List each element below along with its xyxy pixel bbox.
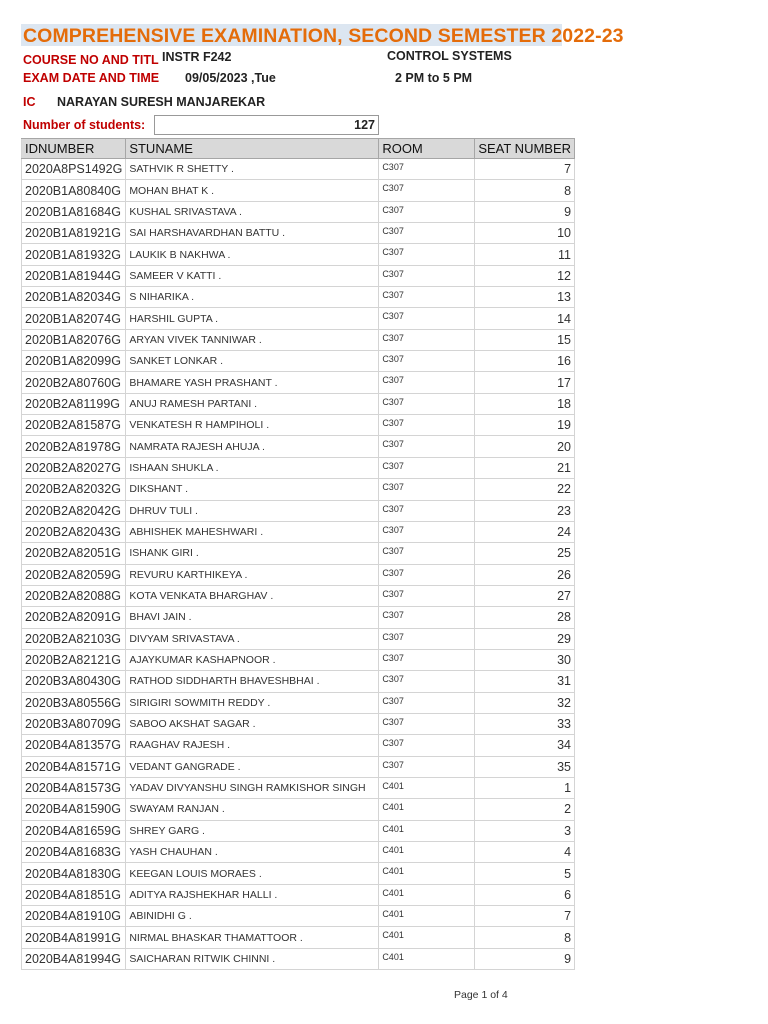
seat-cell: 9: [475, 948, 575, 969]
table-row: [22, 948, 575, 969]
room-cell: C307: [379, 585, 475, 606]
room-cell: C401: [379, 777, 475, 798]
seat-cell: 33: [475, 713, 575, 734]
id-cell: 2020B4A81830G: [22, 863, 126, 884]
name-cell: SABOO AKSHAT SAGAR .: [126, 713, 379, 734]
seat-cell: 35: [475, 756, 575, 777]
id-cell: 2020B2A82088G: [22, 585, 126, 606]
room-cell: C307: [379, 415, 475, 436]
room-cell: C307: [379, 607, 475, 628]
seat-cell: 22: [475, 479, 575, 500]
table-row: [22, 585, 575, 606]
id-cell: 2020B1A82074G: [22, 308, 126, 329]
seat-cell: 15: [475, 329, 575, 350]
table-row: [22, 308, 575, 329]
column-header-seat-number: SEAT NUMBER: [475, 139, 575, 159]
id-cell: 2020B4A81994G: [22, 948, 126, 969]
seat-cell: 34: [475, 735, 575, 756]
students-label: Number of students:: [23, 118, 146, 132]
name-cell: ADITYA RAJSHEKHAR HALLI .: [126, 884, 379, 905]
id-cell: 2020B3A80430G: [22, 671, 126, 692]
name-cell: BHAMARE YASH PRASHANT .: [126, 372, 379, 393]
table-row: [22, 543, 575, 564]
table-row: [22, 713, 575, 734]
room-cell: C307: [379, 244, 475, 265]
seat-cell: 21: [475, 457, 575, 478]
name-cell: DIKSHANT .: [126, 479, 379, 500]
name-cell: SATHVIK R SHETTY .: [126, 159, 379, 180]
name-cell: LAUKIK B NAKHWA .: [126, 244, 379, 265]
room-cell: C401: [379, 863, 475, 884]
table-row: [22, 820, 575, 841]
id-cell: 2020B2A82051G: [22, 543, 126, 564]
seat-cell: 27: [475, 585, 575, 606]
seat-cell: 16: [475, 351, 575, 372]
id-cell: 2020B2A81978G: [22, 436, 126, 457]
id-cell: 2020B4A81851G: [22, 884, 126, 905]
id-cell: 2020B4A81590G: [22, 799, 126, 820]
room-cell: C307: [379, 457, 475, 478]
table-header-row: [22, 139, 575, 159]
room-cell: C401: [379, 820, 475, 841]
room-cell: C307: [379, 159, 475, 180]
name-cell: NIRMAL BHASKAR THAMATTOOR .: [126, 927, 379, 948]
room-cell: C307: [379, 372, 475, 393]
id-cell: 2020B2A82042G: [22, 500, 126, 521]
name-cell: ANUJ RAMESH PARTANI .: [126, 393, 379, 414]
id-cell: 2020B4A81910G: [22, 906, 126, 927]
room-cell: C307: [379, 500, 475, 521]
name-cell: VEDANT GANGRADE .: [126, 756, 379, 777]
seat-cell: 20: [475, 436, 575, 457]
seat-cell: 1: [475, 777, 575, 798]
ic-name: NARAYAN SURESH MANJAREKAR: [57, 95, 266, 109]
seat-cell: 18: [475, 393, 575, 414]
name-cell: REVURU KARTHIKEYA .: [126, 564, 379, 585]
id-cell: 2020B2A80760G: [22, 372, 126, 393]
seat-cell: 10: [475, 223, 575, 244]
table-row: [22, 500, 575, 521]
seat-cell: 25: [475, 543, 575, 564]
exam-time: 2 PM to 5 PM: [395, 71, 473, 85]
table-row: [22, 906, 575, 927]
table-row: [22, 863, 575, 884]
seat-cell: 32: [475, 692, 575, 713]
room-cell: C307: [379, 735, 475, 756]
name-cell: SAICHARAN RITWIK CHINNI .: [126, 948, 379, 969]
seat-cell: 31: [475, 671, 575, 692]
room-cell: C307: [379, 308, 475, 329]
name-cell: YADAV DIVYANSHU SINGH RAMKISHOR SINGH: [126, 777, 379, 798]
id-cell: 2020B4A81659G: [22, 820, 126, 841]
room-cell: C401: [379, 948, 475, 969]
name-cell: ARYAN VIVEK TANNIWAR .: [126, 329, 379, 350]
id-cell: 2020B1A82076G: [22, 329, 126, 350]
table-row: [22, 244, 575, 265]
name-cell: RATHOD SIDDHARTH BHAVESHBHAI .: [126, 671, 379, 692]
table-row: [22, 671, 575, 692]
course-number: INSTR F242: [162, 50, 232, 64]
name-cell: KOTA VENKATA BHARGHAV .: [126, 585, 379, 606]
seating-table: [21, 138, 575, 970]
table-row: [22, 415, 575, 436]
room-cell: C307: [379, 265, 475, 286]
room-cell: C307: [379, 287, 475, 308]
table-row: [22, 159, 575, 180]
seat-cell: 2: [475, 799, 575, 820]
name-cell: SAMEER V KATTI .: [126, 265, 379, 286]
room-cell: C307: [379, 201, 475, 222]
name-cell: DIVYAM SRIVASTAVA .: [126, 628, 379, 649]
seat-cell: 11: [475, 244, 575, 265]
room-cell: C401: [379, 927, 475, 948]
name-cell: HARSHIL GUPTA .: [126, 308, 379, 329]
room-cell: C307: [379, 436, 475, 457]
table-row: [22, 521, 575, 542]
id-cell: 2020B2A82091G: [22, 607, 126, 628]
room-cell: C307: [379, 521, 475, 542]
name-cell: KUSHAL SRIVASTAVA .: [126, 201, 379, 222]
table-row: [22, 564, 575, 585]
name-cell: SHREY GARG .: [126, 820, 379, 841]
room-cell: C307: [379, 671, 475, 692]
seat-cell: 13: [475, 287, 575, 308]
name-cell: SAI HARSHAVARDHAN BATTU .: [126, 223, 379, 244]
room-cell: C307: [379, 329, 475, 350]
room-cell: C307: [379, 479, 475, 500]
id-cell: 2020B2A82059G: [22, 564, 126, 585]
name-cell: SWAYAM RANJAN .: [126, 799, 379, 820]
table-row: [22, 329, 575, 350]
id-cell: 2020B2A82103G: [22, 628, 126, 649]
room-cell: C307: [379, 649, 475, 670]
name-cell: KEEGAN LOUIS MORAES .: [126, 863, 379, 884]
table-row: [22, 287, 575, 308]
id-cell: 2020B1A81932G: [22, 244, 126, 265]
seat-cell: 29: [475, 628, 575, 649]
seat-cell: 24: [475, 521, 575, 542]
exam-date: 09/05/2023 ,Tue: [185, 71, 276, 85]
seat-cell: 19: [475, 415, 575, 436]
seat-cell: 4: [475, 842, 575, 863]
table-row: [22, 927, 575, 948]
table-row: [22, 884, 575, 905]
name-cell: BHAVI JAIN .: [126, 607, 379, 628]
table-row: [22, 351, 575, 372]
seat-cell: 7: [475, 906, 575, 927]
room-cell: C307: [379, 756, 475, 777]
page-title: COMPREHENSIVE EXAMINATION, SECOND SEMESTER 2022-23: [23, 25, 624, 47]
course-label: COURSE NO AND TITL: [23, 53, 159, 67]
room-cell: C401: [379, 842, 475, 863]
table-row: [22, 756, 575, 777]
seat-cell: 12: [475, 265, 575, 286]
seat-cell: 7: [475, 159, 575, 180]
room-cell: C307: [379, 564, 475, 585]
room-cell: C307: [379, 713, 475, 734]
id-cell: 2020A8PS1492G: [22, 159, 126, 180]
id-cell: 2020B2A82032G: [22, 479, 126, 500]
table-row: [22, 628, 575, 649]
id-cell: 2020B4A81991G: [22, 927, 126, 948]
room-cell: C307: [379, 180, 475, 201]
seat-cell: 23: [475, 500, 575, 521]
id-cell: 2020B2A82121G: [22, 649, 126, 670]
id-cell: 2020B1A82099G: [22, 351, 126, 372]
seat-cell: 28: [475, 607, 575, 628]
seat-cell: 6: [475, 884, 575, 905]
table-row: [22, 436, 575, 457]
column-header-idnumber: IDNUMBER: [22, 139, 126, 159]
table-row: [22, 201, 575, 222]
seat-cell: 9: [475, 201, 575, 222]
name-cell: MOHAN BHAT K .: [126, 180, 379, 201]
room-cell: C307: [379, 351, 475, 372]
seat-cell: 26: [475, 564, 575, 585]
table-row: [22, 393, 575, 414]
seat-cell: 5: [475, 863, 575, 884]
ic-label: IC: [23, 95, 36, 109]
room-cell: C307: [379, 692, 475, 713]
seat-cell: 30: [475, 649, 575, 670]
table-row: [22, 180, 575, 201]
id-cell: 2020B1A81944G: [22, 265, 126, 286]
id-cell: 2020B3A80556G: [22, 692, 126, 713]
name-cell: ISHAAN SHUKLA .: [126, 457, 379, 478]
name-cell: YASH CHAUHAN .: [126, 842, 379, 863]
seat-cell: 3: [475, 820, 575, 841]
name-cell: ABINIDHI G .: [126, 906, 379, 927]
room-cell: C401: [379, 799, 475, 820]
page-number: Page 1 of 4: [454, 989, 508, 1001]
seat-cell: 14: [475, 308, 575, 329]
column-header-stuname: STUNAME: [126, 139, 379, 159]
name-cell: NAMRATA RAJESH AHUJA .: [126, 436, 379, 457]
table-row: [22, 649, 575, 670]
seat-cell: 17: [475, 372, 575, 393]
id-cell: 2020B4A81683G: [22, 842, 126, 863]
name-cell: AJAYKUMAR KASHAPNOOR .: [126, 649, 379, 670]
name-cell: VENKATESH R HAMPIHOLI .: [126, 415, 379, 436]
room-cell: C401: [379, 906, 475, 927]
table-row: [22, 692, 575, 713]
id-cell: 2020B1A82034G: [22, 287, 126, 308]
room-cell: C307: [379, 223, 475, 244]
table-row: [22, 479, 575, 500]
exam-date-label: EXAM DATE AND TIME: [23, 71, 160, 85]
table-row: [22, 457, 575, 478]
table-row: [22, 777, 575, 798]
room-cell: C401: [379, 884, 475, 905]
course-title: CONTROL SYSTEMS: [387, 49, 512, 63]
id-cell: 2020B2A81587G: [22, 415, 126, 436]
id-cell: 2020B4A81573G: [22, 777, 126, 798]
students-count: 127: [354, 118, 375, 132]
id-cell: 2020B3A80709G: [22, 713, 126, 734]
column-header-room: ROOM: [379, 139, 475, 159]
students-count-box: [154, 115, 379, 135]
seat-cell: 8: [475, 180, 575, 201]
table-row: [22, 735, 575, 756]
id-cell: 2020B2A82027G: [22, 457, 126, 478]
seat-cell: 8: [475, 927, 575, 948]
id-cell: 2020B1A81921G: [22, 223, 126, 244]
table-row: [22, 799, 575, 820]
id-cell: 2020B1A81684G: [22, 201, 126, 222]
name-cell: S NIHARIKA .: [126, 287, 379, 308]
name-cell: ISHANK GIRI .: [126, 543, 379, 564]
id-cell: 2020B1A80840G: [22, 180, 126, 201]
id-cell: 2020B2A82043G: [22, 521, 126, 542]
id-cell: 2020B4A81571G: [22, 756, 126, 777]
name-cell: RAAGHAV RAJESH .: [126, 735, 379, 756]
room-cell: C307: [379, 393, 475, 414]
name-cell: SIRIGIRI SOWMITH REDDY .: [126, 692, 379, 713]
table-row: [22, 372, 575, 393]
name-cell: SANKET LONKAR .: [126, 351, 379, 372]
name-cell: ABHISHEK MAHESHWARI .: [126, 521, 379, 542]
id-cell: 2020B2A81199G: [22, 393, 126, 414]
table-row: [22, 842, 575, 863]
table-row: [22, 223, 575, 244]
room-cell: C307: [379, 543, 475, 564]
table-row: [22, 265, 575, 286]
room-cell: C307: [379, 628, 475, 649]
table-row: [22, 607, 575, 628]
name-cell: DHRUV TULI .: [126, 500, 379, 521]
id-cell: 2020B4A81357G: [22, 735, 126, 756]
